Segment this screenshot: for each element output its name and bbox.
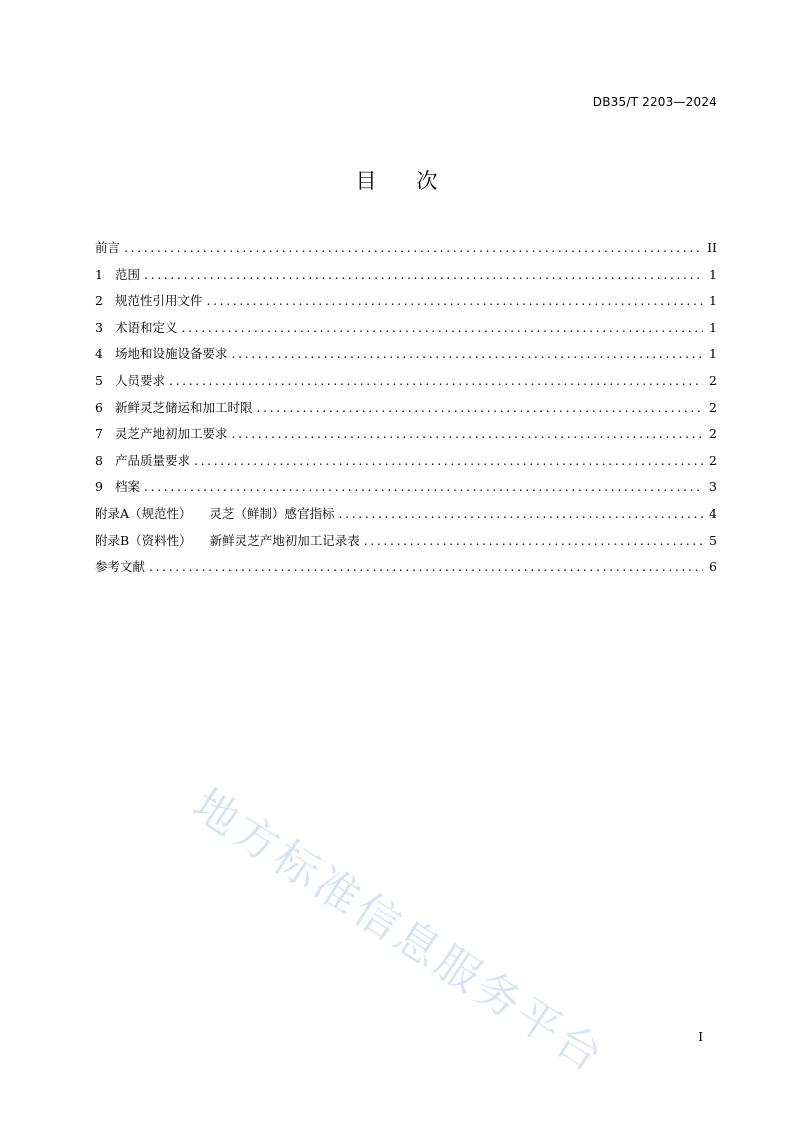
toc-title	[0, 165, 793, 197]
toc-entry-label: 术语和定义	[115, 319, 178, 335]
appendix-title: 灵芝（鲜制）感官指标	[209, 505, 335, 521]
toc-entry-page: 1	[709, 346, 717, 362]
toc-entry-6[interactable]	[95, 398, 717, 425]
toc-entry-number: 8	[95, 452, 103, 468]
toc-entry-label: 产品质量要求	[115, 452, 191, 468]
toc-entry-label: 场地和设施设备要求	[115, 346, 228, 362]
toc-entry-label: 新鲜灵芝储运和加工时限	[115, 399, 253, 415]
toc-leader-dots	[169, 373, 703, 388]
toc-leader-dots	[144, 479, 703, 494]
toc-entry-page: 1	[709, 293, 717, 309]
toc-entry-page: 1	[709, 266, 717, 282]
toc-entry-page: 2	[709, 372, 717, 388]
toc-entry-foreword[interactable]	[95, 238, 717, 265]
toc-entry-label: 参考文献	[95, 559, 146, 575]
toc-leader-dots	[232, 426, 703, 441]
toc-entry-8[interactable]	[95, 451, 717, 478]
toc-entry-label: 范围	[115, 266, 141, 282]
toc-entry-4[interactable]	[95, 344, 717, 371]
toc-leader-dots	[207, 293, 703, 308]
toc-entry-number: 6	[95, 399, 103, 415]
toc-entry-page: 2	[709, 452, 717, 468]
appendix-label: 附录B（资料性）	[95, 532, 192, 548]
toc-entry-label	[95, 531, 360, 549]
toc-leader-dots	[124, 240, 703, 255]
toc-entry-label: 档案	[115, 479, 141, 495]
appendix-label: 附录A（规范性）	[95, 505, 192, 521]
toc-entry-page: II	[707, 240, 717, 255]
toc-entry-number: 4	[95, 346, 103, 362]
toc-entry-label: 规范性引用文件	[115, 293, 203, 309]
toc-entry-2[interactable]	[95, 291, 717, 318]
toc-leader-dots	[182, 320, 703, 335]
toc-entry-5[interactable]	[95, 371, 717, 398]
toc-entry-page: 5	[709, 532, 717, 548]
toc-entry-number: 1	[95, 266, 103, 282]
toc-leader-dots	[149, 559, 703, 574]
toc-entry-number: 2	[95, 293, 103, 309]
watermark: 地方标准信息服务平台	[183, 779, 614, 1084]
toc-entry-label: 灵芝产地初加工要求	[115, 426, 228, 442]
toc-entry-page: 6	[709, 559, 717, 575]
toc-title-part1: 目	[355, 169, 377, 193]
toc-entry-number: 3	[95, 319, 103, 335]
toc-entry-number: 7	[95, 426, 103, 442]
toc-entry-page: 2	[709, 399, 717, 415]
toc-entry-label: 前言	[95, 240, 121, 255]
toc-entry-appendix-a[interactable]	[95, 504, 717, 531]
toc-entry-7[interactable]	[95, 424, 717, 451]
toc-entry-number: 9	[95, 479, 103, 495]
toc-entry-page: 4	[709, 505, 717, 521]
toc-entry-page: 2	[709, 426, 717, 442]
toc-entry-references[interactable]	[95, 557, 717, 584]
toc-entry-3[interactable]	[95, 318, 717, 345]
toc-entry-page: 3	[709, 479, 717, 495]
toc-leader-dots	[339, 506, 703, 521]
toc-entry-1[interactable]	[95, 265, 717, 292]
toc-entry-label: 人员要求	[115, 372, 166, 388]
appendix-title: 新鲜灵芝产地初加工记录表	[209, 532, 360, 548]
toc-entry-page: 1	[709, 319, 717, 335]
toc-leader-dots	[257, 400, 703, 415]
page-number: I	[698, 1030, 703, 1044]
toc-entry-9[interactable]	[95, 477, 717, 504]
toc-leader-dots	[194, 453, 703, 468]
toc-leader-dots	[144, 267, 703, 282]
toc-list	[95, 238, 717, 584]
toc-leader-dots	[364, 533, 703, 548]
toc-entry-label	[95, 504, 335, 522]
toc-leader-dots	[232, 346, 703, 361]
toc-title-part2: 次	[416, 169, 438, 193]
toc-entry-number: 5	[95, 372, 103, 388]
document-code: DB35/T 2203—2024	[592, 95, 717, 109]
toc-entry-appendix-b[interactable]	[95, 531, 717, 558]
